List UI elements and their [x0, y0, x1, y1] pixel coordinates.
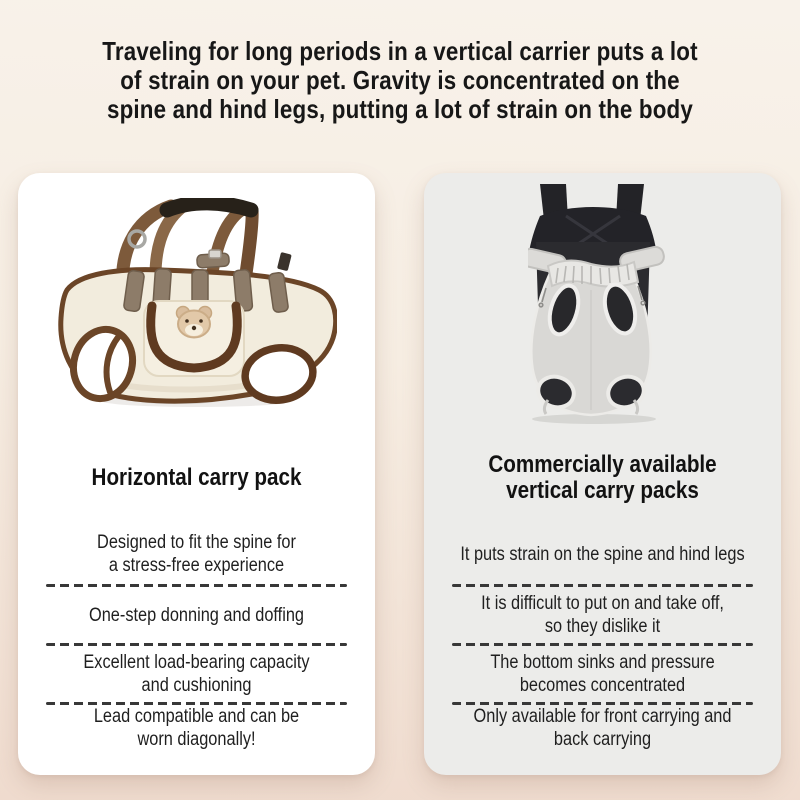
pack-elastic-band [548, 260, 638, 286]
card-title-line: vertical carry packs [506, 477, 699, 504]
horizontal-pack-photo [18, 173, 375, 432]
feature-item [43, 524, 350, 584]
feature-item [449, 646, 756, 702]
feature-line: becomes concentrated [519, 675, 686, 696]
card-horizontal-pack [18, 173, 375, 775]
feature-line: It puts strain on the spine and hind legs [460, 543, 745, 565]
feature-line: Excellent load-bearing capacity [83, 652, 310, 673]
feature-item [43, 646, 350, 702]
vertical-pack-features [424, 524, 781, 775]
side-buckle-icon [276, 252, 291, 271]
feature-line: It is difficult to put on and take off, [481, 593, 724, 614]
headline-line-3: spine and hind legs, putting a lot of strain on the body [106, 94, 694, 124]
horizontal-pack-illustration [57, 198, 337, 408]
vertical-pack-photo [424, 173, 781, 432]
feature-item [449, 524, 756, 584]
card-title-line: Horizontal carry pack [91, 464, 302, 491]
headline-line-2: of strain on your pet. Gravity is concentrated on the [120, 65, 680, 95]
feature-line: and cushioning [141, 675, 252, 696]
feature-line: a stress-free experience [108, 555, 285, 576]
feature-item [449, 705, 756, 751]
feature-line: The bottom sinks and pressure [490, 652, 715, 673]
bear-face-icon [176, 306, 211, 337]
card-vertical-pack [424, 173, 781, 775]
feature-line: Only available for front carrying and [473, 706, 732, 727]
feature-line: Designed to fit the spine for [97, 532, 296, 553]
feature-line: back carrying [553, 729, 652, 750]
horizontal-pack-features [18, 524, 375, 775]
feature-line: One-step donning and doffing [88, 604, 304, 626]
headline-line-1: Traveling for long periods in a vertical carrier puts a lot [102, 36, 698, 66]
headline [0, 37, 800, 124]
feature-line: Lead compatible and can be [93, 706, 300, 727]
bag-grip [167, 202, 251, 209]
vertical-pack-illustration [528, 180, 678, 425]
card-title-vertical [449, 452, 756, 504]
feature-line: worn diagonally! [137, 729, 256, 750]
feature-item [43, 587, 350, 643]
card-title-line: Commercially available [488, 451, 717, 478]
feature-item [449, 587, 756, 643]
card-title-horizontal [43, 452, 350, 504]
feature-item [43, 705, 350, 751]
feature-line: so they dislike it [544, 616, 661, 637]
